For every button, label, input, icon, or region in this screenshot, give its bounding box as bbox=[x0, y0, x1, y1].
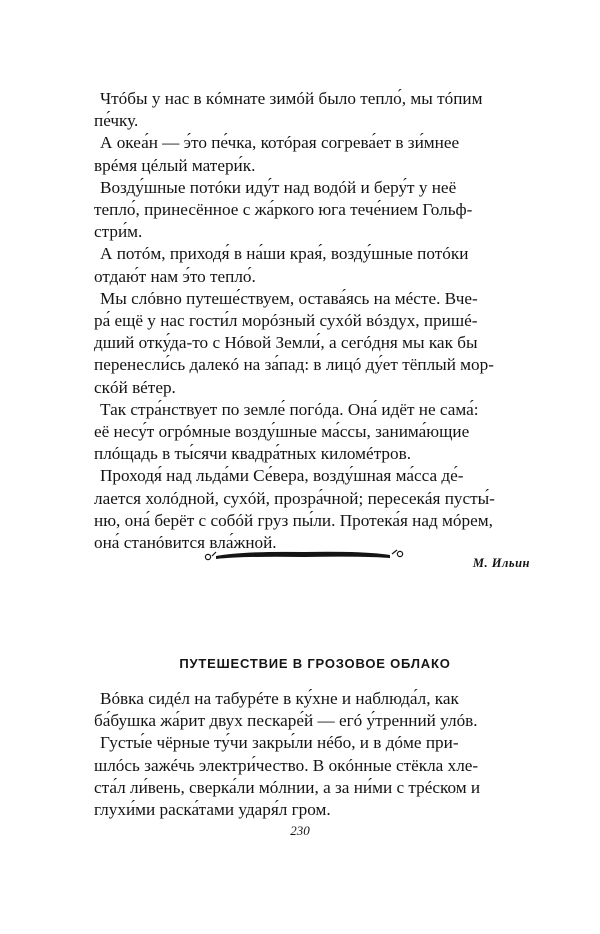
text-line: Вóвка сидéл на табурéте в ку́хне и наблюда́л, как bbox=[100, 689, 459, 708]
text-line: лается холóдной, сухóй, прозра́чной; пересекáя пусты́- bbox=[94, 488, 495, 508]
text-line: тепло́, принесённое с жа́ркого юга тече́нием Гольф- bbox=[94, 200, 473, 220]
article-ilin bbox=[94, 88, 536, 571]
text-line: стри́м. bbox=[94, 222, 143, 242]
text-line: пе́чку. bbox=[94, 111, 139, 131]
text-line: Так стра́нствует по земле́ погóда. Она́ идёт не сама́: bbox=[100, 399, 479, 419]
paragraph-3 bbox=[94, 177, 536, 244]
author-signature: М. Ильин bbox=[472, 556, 530, 571]
paragraph-4 bbox=[94, 243, 536, 287]
text-line: А океа́н — э́то пе́чка, котóрая согрева́ет в зи́мнее bbox=[100, 133, 460, 153]
text-line: отдаю́т нам э́то тепло́. bbox=[94, 266, 256, 286]
paragraph-5 bbox=[94, 288, 536, 399]
text-line: дший отку́да-то с Нóвой Земли́, а сегóдня мы как бы bbox=[94, 333, 478, 353]
paragraph-6 bbox=[94, 399, 536, 466]
paragraph-2 bbox=[94, 732, 536, 821]
text-line: ба́бушка жа́рит двух пескаре́й — егó у́тренний улóв. bbox=[94, 711, 478, 731]
paragraph-1 bbox=[94, 88, 536, 132]
text-line: ста́л ли́вень, сверка́ли мóлнии, а за ни́ми с трéском и bbox=[94, 777, 481, 797]
paragraph-2 bbox=[94, 132, 536, 176]
paragraph-1 bbox=[94, 688, 536, 732]
page-number: 230 bbox=[290, 823, 310, 838]
text-line: ню, она́ берёт с собóй груз пы́ли. Протека́я над мóрем, bbox=[94, 510, 493, 530]
text-line: её несу́т огрóмные возду́шные ма́ссы, занима́ющие bbox=[94, 422, 470, 442]
paragraph-7 bbox=[94, 465, 536, 554]
text-line: Чтóбы у нас в кóмнате зимóй было тепло́, мы тóпим bbox=[100, 89, 483, 108]
text-line: шлóсь зажéчь электри́чество. В окóнные стёкла хле- bbox=[94, 755, 479, 775]
text-line: перенесли́сь далекó на за́пад: в лицó ду́ет тёплый мор- bbox=[94, 355, 494, 375]
text-line: она́ станóвится вла́жной. bbox=[94, 533, 277, 553]
text-line: Возду́шные потóки иду́т над водóй и беру́т у неё bbox=[100, 177, 457, 197]
section-title: ПУТЕШЕСТВИЕ В ГРОЗОВОЕ ОБЛАКО bbox=[179, 656, 451, 671]
text-line: Проходя́ над льда́ми Се́вера, возду́шная ма́сса де́- bbox=[100, 466, 464, 486]
text-line: плóщадь в ты́сячи квадра́тных киломéтров. bbox=[94, 444, 412, 464]
text-line: А потóм, приходя́ в на́ши края́, возду́шные потóки bbox=[100, 244, 469, 264]
text-line: скóй вéтер. bbox=[94, 377, 176, 397]
ornament-divider-icon bbox=[204, 545, 404, 565]
text-line: врéмя цéлый матери́к. bbox=[94, 155, 256, 175]
text-line: ра́ ещё у нас гости́л морóзный сухóй вóздух, пришé- bbox=[94, 311, 478, 331]
text-line: глухи́ми раска́тами ударя́л гром. bbox=[94, 800, 331, 820]
article-grozovoe-oblako bbox=[94, 688, 536, 821]
text-line: Мы слóвно путеше́ствуем, остава́ясь на мéсте. Вче- bbox=[100, 288, 478, 308]
text-line: Густы́е чёрные ту́чи закры́ли нéбо, и в дóме при- bbox=[100, 733, 459, 753]
